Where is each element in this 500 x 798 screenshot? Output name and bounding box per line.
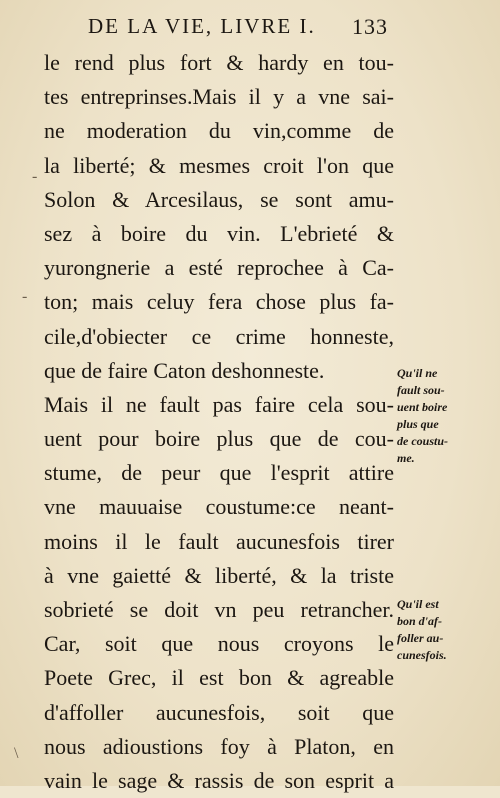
- ink-mark: -: [22, 288, 28, 305]
- marginal-note-line: plus que: [397, 417, 439, 431]
- ink-mark: -: [32, 168, 38, 185]
- ink-mark: \: [14, 745, 19, 762]
- text-line: nous adioustions foy à Platon, en: [44, 733, 394, 759]
- text-line: Solon & Arcesilaus, se sont amu-: [44, 186, 394, 212]
- marginal-note-line: cunesfois.: [397, 648, 447, 662]
- text-line: cile,d'obiecter ce crime honneste,: [44, 323, 394, 349]
- marginal-note-line: de coustu-: [397, 434, 448, 448]
- marginal-note-line: foller au-: [397, 631, 444, 645]
- text-line: Mais il ne fault pas faire cela sou-: [44, 391, 394, 417]
- text-line: ne moderation du vin,comme de: [44, 118, 394, 144]
- text-line: tes entreprinses.Mais il y a vne sai-: [44, 84, 394, 110]
- running-title: DE LA VIE, LIVRE I.: [88, 14, 316, 38]
- text-line: Poete Grec, il est bon & agreable: [44, 665, 394, 691]
- text-line: à vne gaietté & liberté, & la triste: [44, 562, 394, 588]
- text-line: moins il le fault aucunesfois tirer: [44, 528, 394, 554]
- marginal-note: [397, 596, 447, 664]
- marginal-note-line: me.: [397, 451, 415, 465]
- text-line: vain le sage & rassis de son esprit a: [44, 767, 394, 793]
- text-line: la liberté; & mesmes croit l'on que: [44, 152, 394, 178]
- text-line: ton; mais celuy fera chose plus fa-: [44, 289, 394, 315]
- marginal-note-line: fault sou-: [397, 383, 445, 397]
- text-line: uent pour boire plus que de cou-: [44, 426, 394, 452]
- marginal-note: [397, 365, 448, 467]
- text-line: sez à boire du vin. L'ebrieté &: [44, 220, 394, 246]
- marginal-note-line: Qu'il est: [397, 597, 439, 611]
- marginal-note-line: bon d'af-: [397, 614, 442, 628]
- main-text-block: [44, 46, 394, 798]
- text-line: stume, de peur que l'esprit attire: [44, 460, 394, 486]
- text-line: yurongnerie a esté reprochee à Ca-: [44, 255, 394, 281]
- text-line: le rend plus fort & hardy en tou-: [44, 50, 394, 75]
- marginal-note-line: uent boire: [397, 400, 448, 414]
- page-number: 133: [352, 14, 388, 39]
- marginal-note-line: Qu'il ne: [397, 366, 438, 380]
- text-line: Car, soit que nous croyons le: [44, 631, 394, 657]
- text-line: que de faire Caton deshonneste.: [44, 357, 325, 383]
- text-line: sobrieté se doit vn peu retrancher.: [44, 597, 394, 622]
- text-line: d'affoller aucunesfois, soit que: [44, 699, 394, 725]
- text-line: vne mauuaise coustume:ce neant-: [44, 494, 394, 520]
